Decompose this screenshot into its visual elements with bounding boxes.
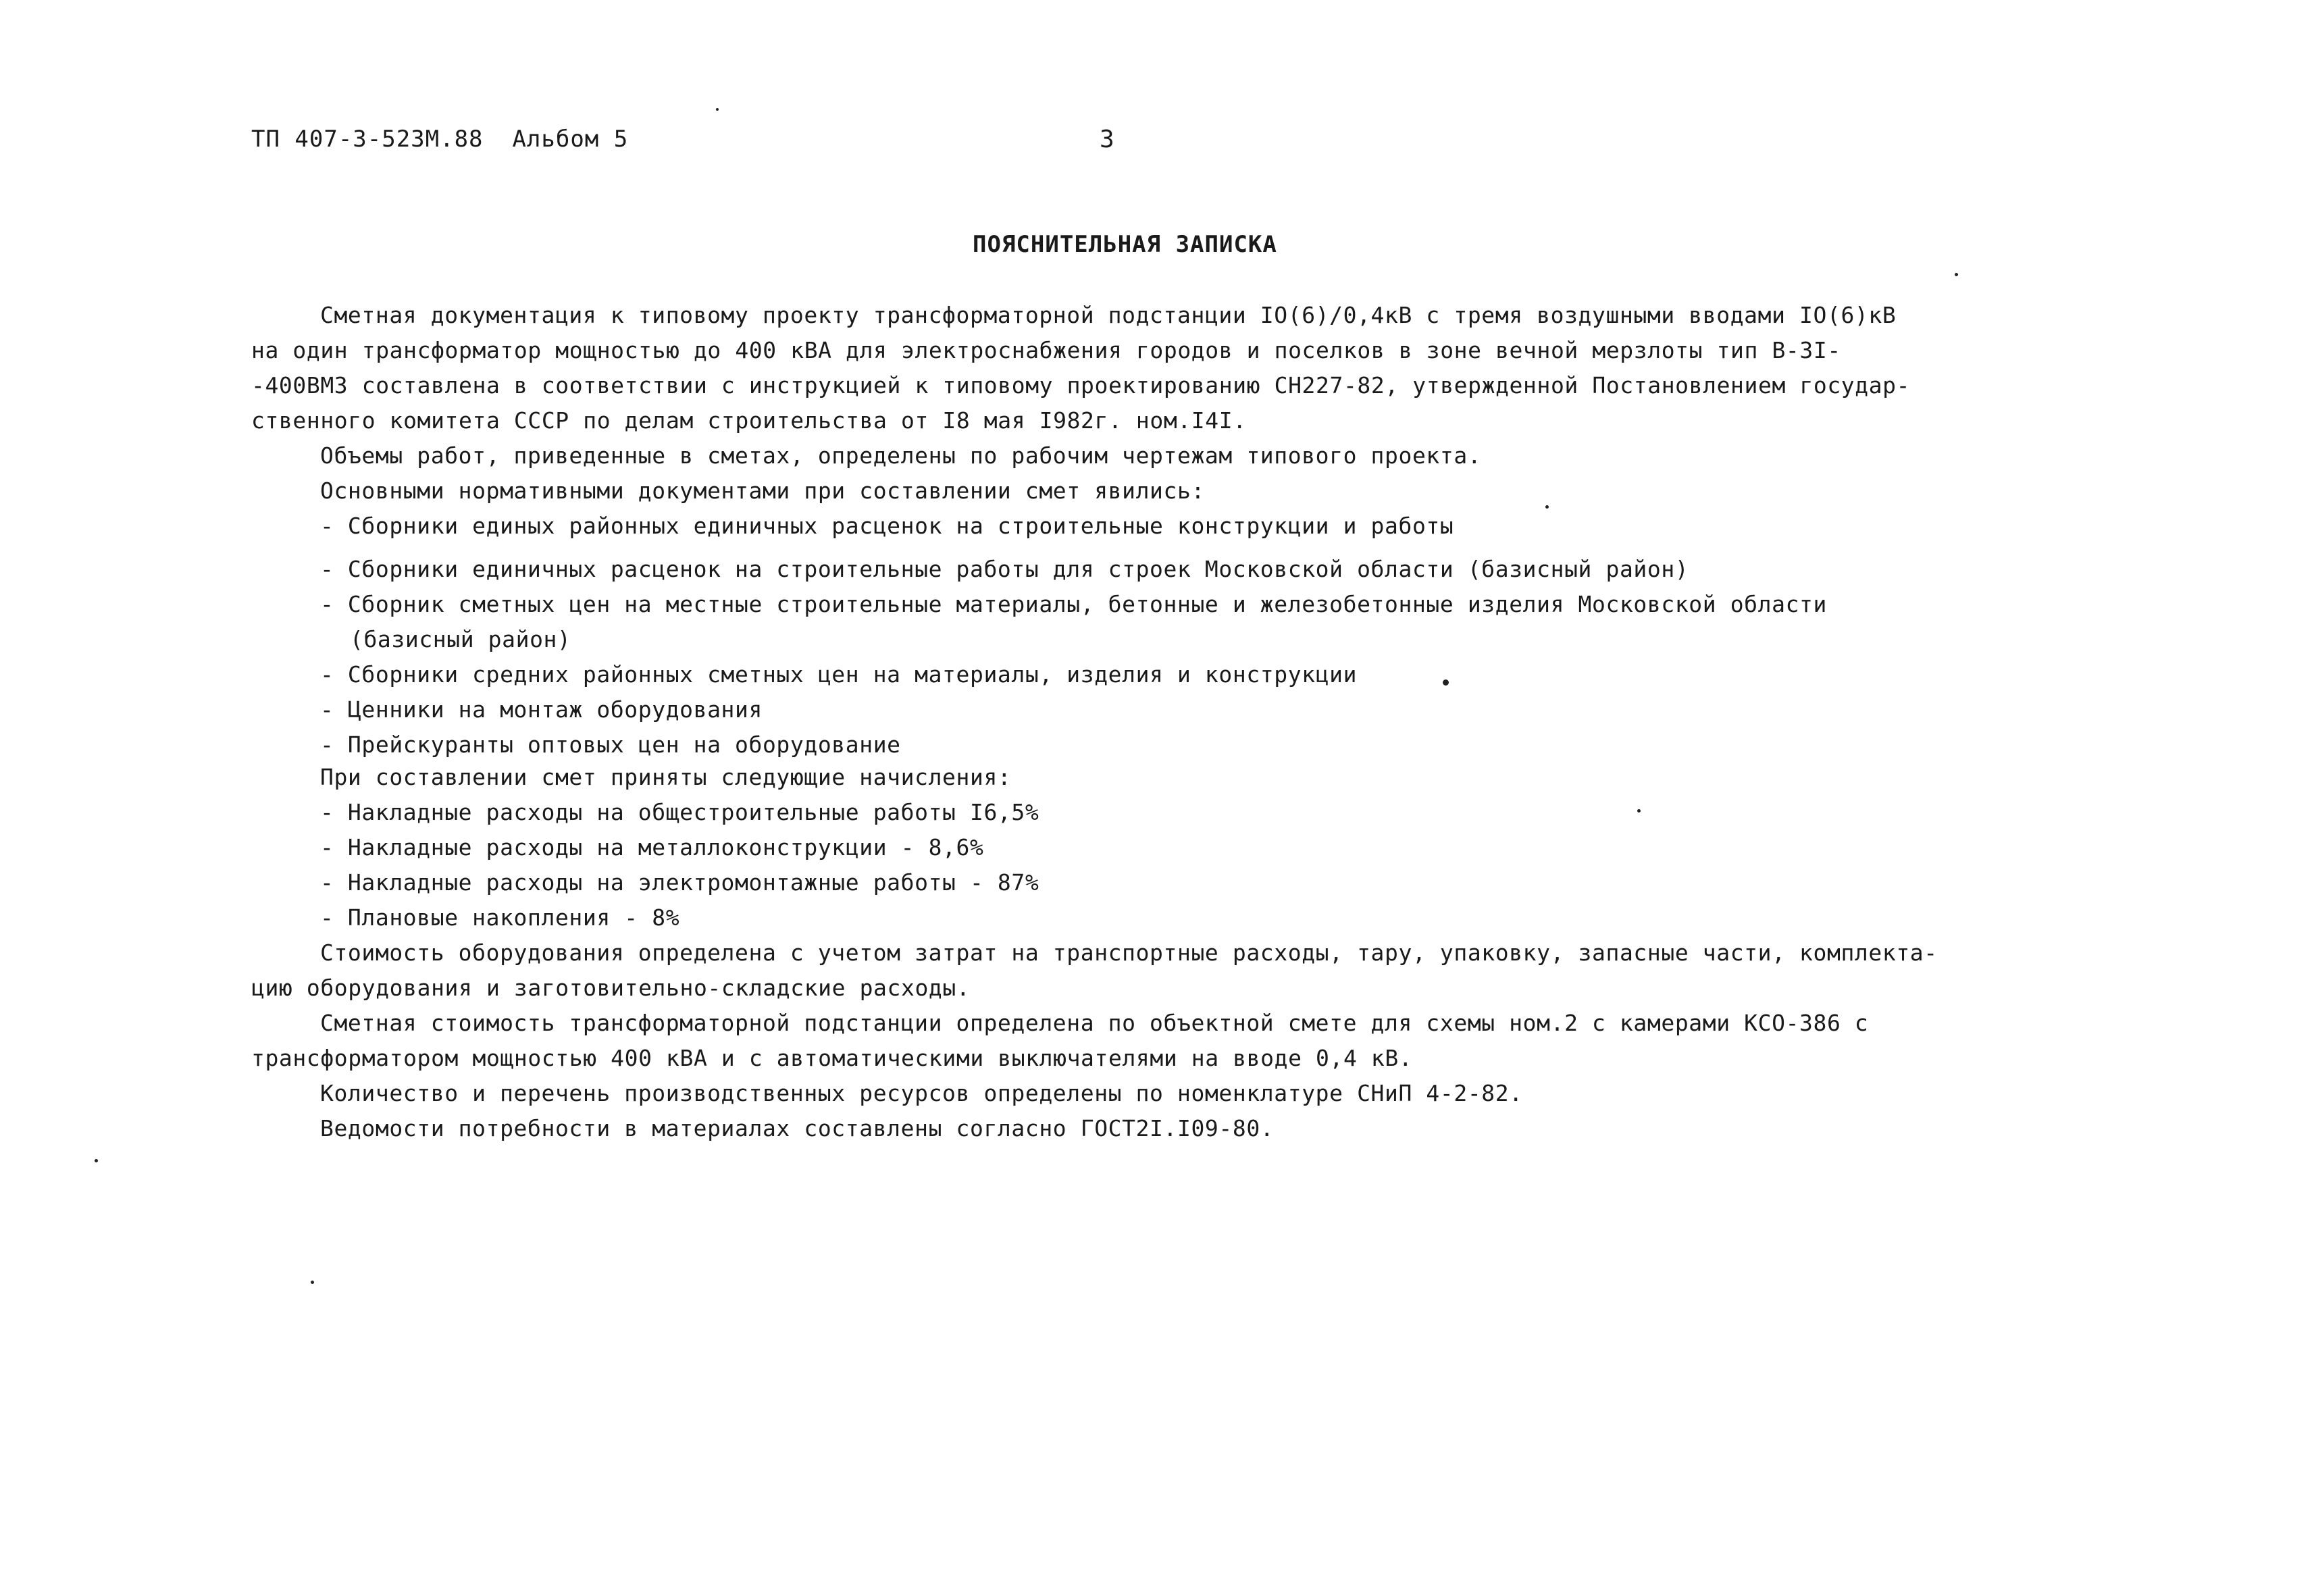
scan-speck <box>1955 273 1958 276</box>
charge-item-2: - Накладные расходы на металлоконструкции - 8,6% <box>320 834 984 860</box>
text-line-1: Сметная документация к типовому проекту трансформаторной подстанции IO(6)/0,4кВ с тремя воздушными вводами IO(6)кВ <box>320 302 1897 328</box>
list-item-2: - Сборники единичных расценок на строительные работы для строек Московской области (базисный район) <box>320 556 1689 582</box>
list-item-5: - Ценники на монтаж оборудования <box>320 696 763 723</box>
page-number: 3 <box>1100 126 1114 153</box>
text-line-resources: Количество и перечень производственных ресурсов определены по номенклатуре СНиП 4-2-82. <box>320 1080 1523 1106</box>
text-line-materials: Ведомости потребности в материалах составлены согласно ГОСТ2I.I09-80. <box>320 1115 1275 1141</box>
text-line-4: ственного комитета СССР по делам строительства от I8 мая I982г. ном.I4I. <box>251 407 1247 434</box>
document-reference: ТП 407-3-523М.88 Альбом 5 <box>251 126 629 153</box>
charge-item-1: - Накладные расходы на общестроительные работы I6,5% <box>320 799 1039 825</box>
charge-item-4: - Плановые накопления - 8% <box>320 904 680 931</box>
text-line-3: -400ВМЗ составлена в соответствии с инструкцией к типовому проектированию СН227-82, утвержденной Постановлением государ- <box>251 372 1911 398</box>
text-line-5: Объемы работ, приведенные в сметах, определены по рабочим чертежам типового проекта. <box>320 442 1482 469</box>
text-line-equipment-cost-cont: цию оборудования и заготовительно-складские расходы. <box>251 975 971 1001</box>
text-line-estimate-cost: Сметная стоимость трансформаторной подстанции определена по объектной смете для схемы ном.2 с камерами КСО-386 с <box>320 1010 1869 1036</box>
text-line-2: на один трансформатор мощностью до 400 кВА для электроснабжения городов и поселков в зоне вечной мерзлоты тип В-3I- <box>251 337 1841 363</box>
scan-speck <box>1545 505 1549 509</box>
text-line-estimate-cost-cont: трансформатором мощностью 400 кВА и с автоматическими выключателями на вводе 0,4 кВ. <box>251 1045 1413 1071</box>
scan-speck <box>95 1159 98 1162</box>
text-line-equipment-cost: Стоимость оборудования определена с учетом затрат на транспортные расходы, тару, упаковку, запасные части, комплекта- <box>320 939 1938 966</box>
text-line-charges-intro: При составлении смет приняты следующие начисления: <box>320 764 1012 790</box>
charge-item-3: - Накладные расходы на электромонтажные работы - 87% <box>320 869 1039 896</box>
scan-speck <box>1637 809 1641 813</box>
document-title: ПОЯСНИТЕЛЬНАЯ ЗАПИСКА <box>973 231 1277 258</box>
text-line-6: Основными нормативными документами при составлении смет явились: <box>320 478 1205 504</box>
list-item-6: - Прейскуранты оптовых цен на оборудование <box>320 731 901 758</box>
scan-speck <box>716 108 719 111</box>
list-item-4: - Сборники средних районных сметных цен на материалы, изделия и конструкции <box>320 661 1358 688</box>
scan-speck <box>311 1281 314 1284</box>
scan-speck <box>1443 679 1449 686</box>
list-item-3: - Сборник сметных цен на местные строительные материалы, бетонные и железобетонные изделия Московской области <box>320 591 1827 617</box>
list-item-1: - Сборники единых районных единичных расценок на строительные конструкции и работы <box>320 513 1454 539</box>
list-item-3-continuation: (базисный район) <box>350 626 571 652</box>
